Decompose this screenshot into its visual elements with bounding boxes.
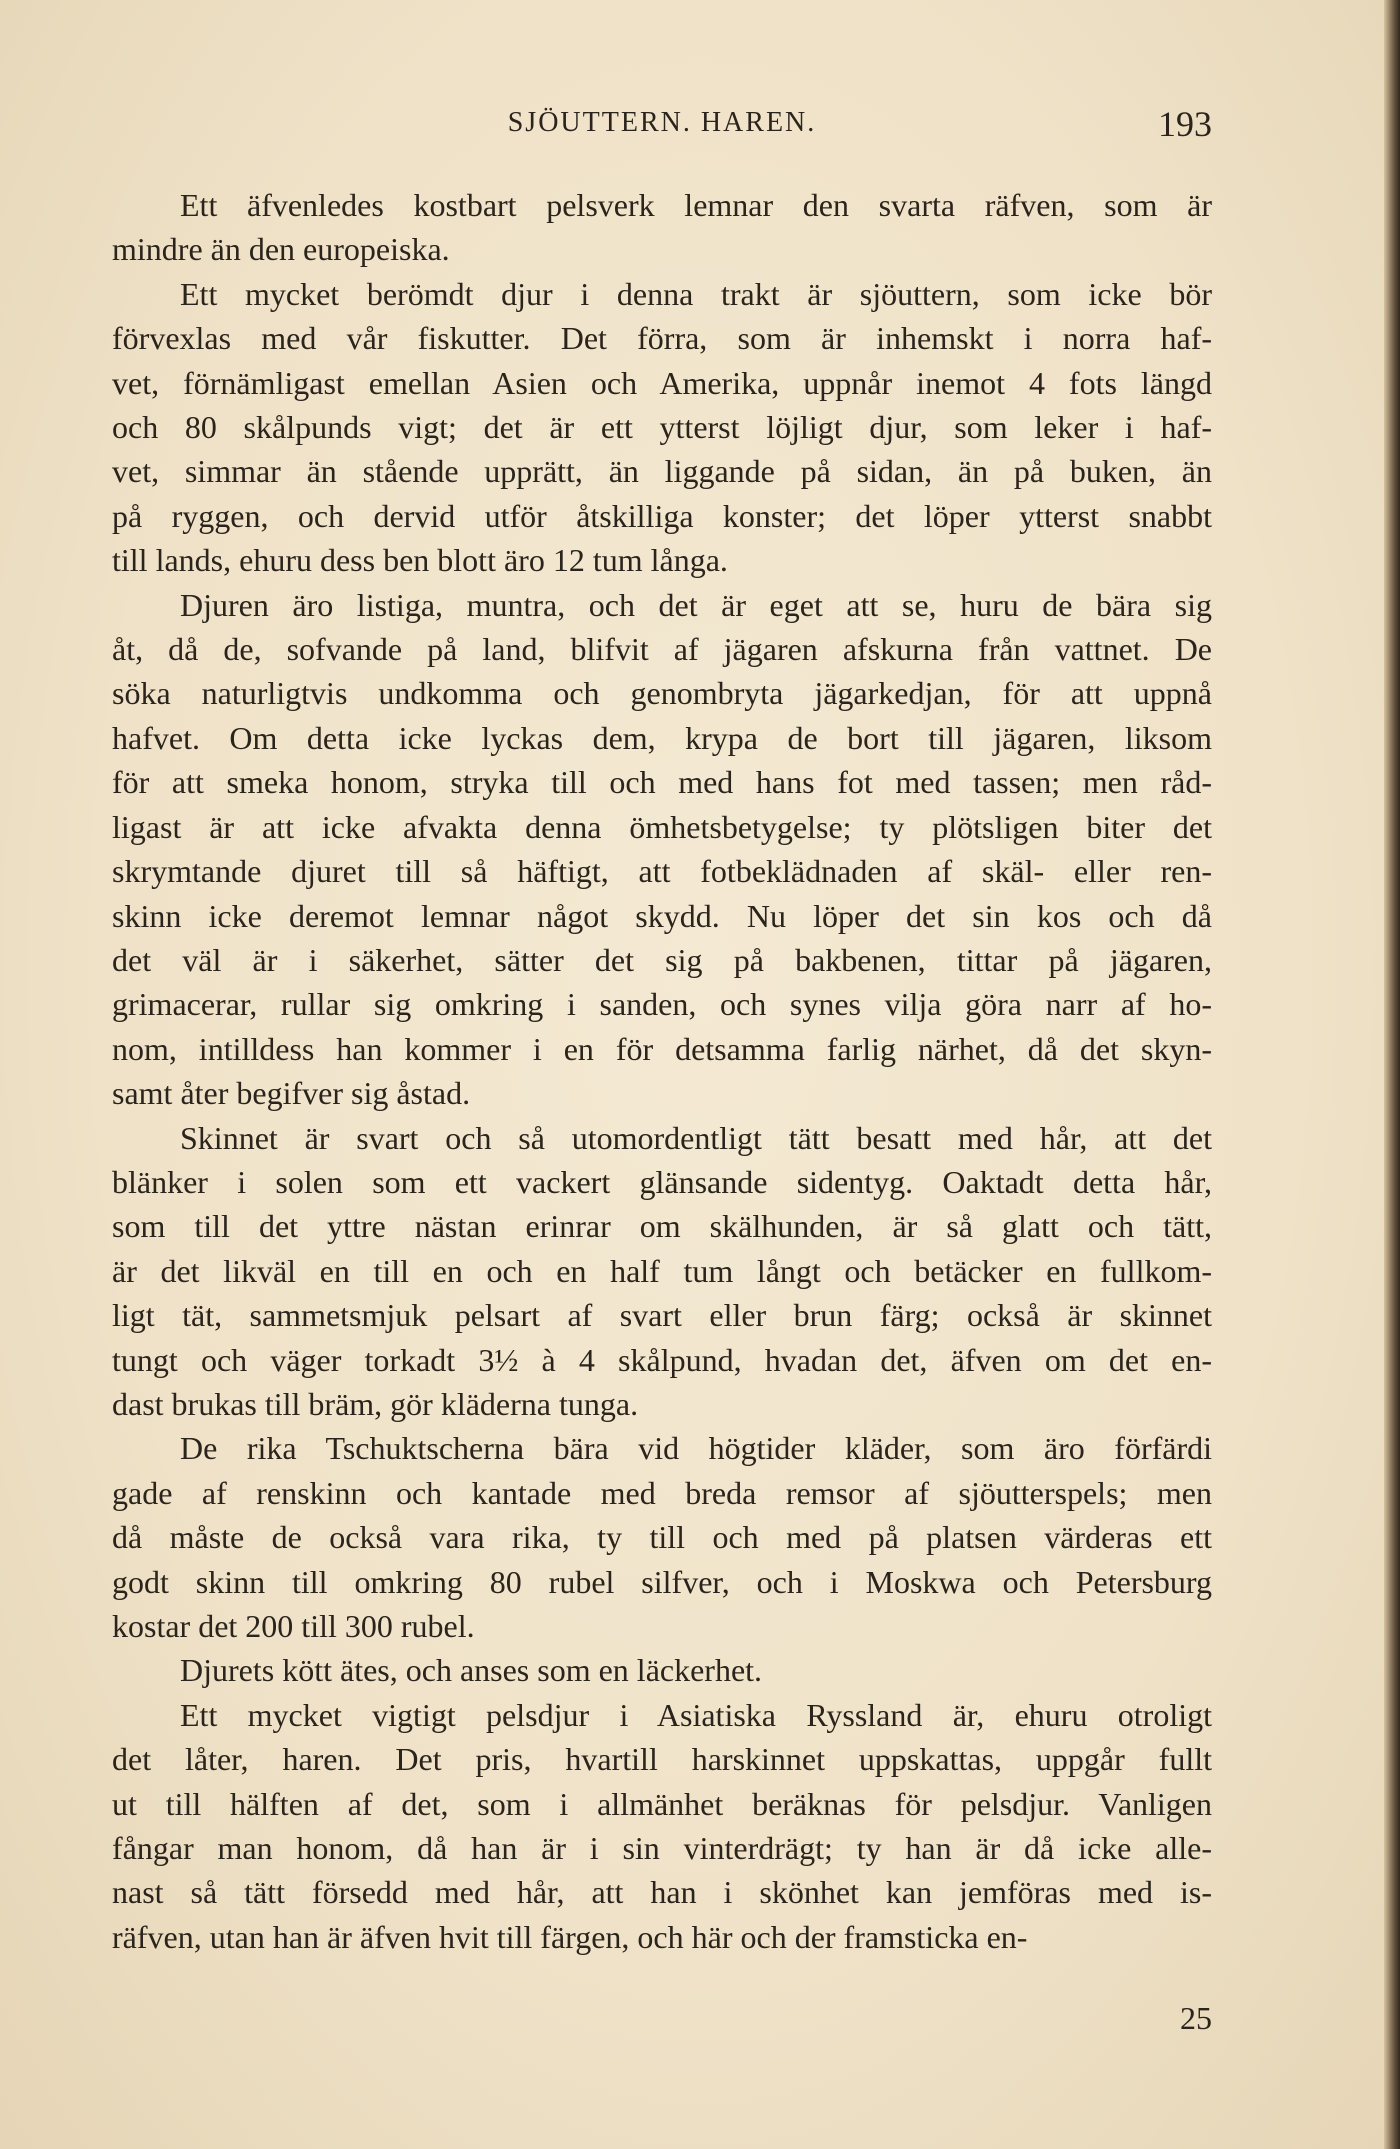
paragraph [112, 583, 1212, 1116]
text-line: söka naturligtvis undkomma och genombryta jägarkedjan, för att uppnå [112, 675, 1212, 712]
page-number: 193 [1158, 104, 1212, 144]
paragraph [112, 1426, 1212, 1648]
text-line: fångar man honom, då han är i sin vinterdrägt; ty han är då icke alle- [112, 1830, 1212, 1867]
text-line: mindre än den europeiska. [112, 231, 450, 268]
text-line: kostar det 200 till 300 rubel. [112, 1608, 475, 1644]
text-line: vet, förnämligast emellan Asien och Amerika, uppnår inemot 4 fots längd [112, 364, 1212, 401]
text-line: skrymtande djuret till så häftigt, att fotbeklädnaden af skäl- eller ren- [112, 853, 1212, 890]
text-line: som till det yttre nästan erinrar om skälhunden, är så glatt och tätt, [112, 1208, 1212, 1245]
text-line: ligast är att icke afvakta denna ömhetsbetygelse; ty plötsligen biter det [112, 808, 1212, 845]
paragraph [112, 1116, 1212, 1427]
text-line: då måste de också vara rika, ty till och med på platsen värderas ett [112, 1519, 1212, 1556]
text-line: nast så tätt försedd med hår, att han i skönhet kan jemföras med is- [112, 1874, 1212, 1911]
text-line: Djuren äro listiga, muntra, och det är eget att se, huru de bära sig [180, 586, 1212, 623]
text-line: De rika Tschuktscherna bära vid högtider kläder, som äro förfärdi [180, 1430, 1212, 1467]
text-line: till lands, ehuru dess ben blott äro 12 tum långa. [112, 542, 728, 579]
text-line: på ryggen, och dervid utför åtskilliga konster; det löper ytterst snabbt [112, 497, 1212, 534]
text-line: Ett mycket berömdt djur i denna trakt är sjöuttern, som icke bör [180, 275, 1212, 312]
text-line: Ett mycket vigtigt pelsdjur i Asiatiska Ryssland är, ehuru otroligt [180, 1696, 1212, 1733]
text-line: hafvet. Om detta icke lyckas dem, krypa de bort till jägaren, liksom [112, 719, 1212, 756]
text-line: förvexlas med vår fiskutter. Det förra, som är inhemskt i norra haf- [112, 320, 1212, 357]
printer-signature-mark: 25 [1180, 2000, 1212, 2036]
text-line: tungt och väger torkadt 3½ à 4 skålpund, hvadan det, äfven om det en- [112, 1341, 1212, 1378]
text-line: Skinnet är svart och så utomordentligt tätt besatt med hår, att det [180, 1119, 1212, 1156]
text-line: för att smeka honom, stryka till och med hans fot med tassen; men råd- [112, 764, 1212, 801]
text-line: Ett äfvenledes kostbart pelsverk lemnar den svarta räfven, som är [180, 187, 1212, 223]
page-header [112, 103, 1212, 147]
text-line: skinn icke deremot lemnar något skydd. Nu löper det sin kos och då [112, 897, 1212, 934]
text-line: godt skinn till omkring 80 rubel silfver, och i Moskwa och Petersburg [112, 1563, 1212, 1600]
body-text [112, 183, 1212, 1959]
page-edge-shadow [1384, 0, 1400, 2149]
paragraph [112, 1648, 1212, 1692]
paragraph [112, 183, 1212, 272]
text-line: och 80 skålpunds vigt; det är ett ytterst löjligt djur, som leker i haf- [112, 409, 1212, 446]
paragraph [112, 272, 1212, 583]
text-line: dast brukas till bräm, gör kläderna tunga. [112, 1385, 639, 1422]
running-title: SJÖUTTERN. HAREN. [507, 107, 817, 138]
paragraph [112, 1693, 1212, 1959]
text-line: räfven, utan han är äfven hvit till färgen, och här och der framsticka en- [112, 1918, 1028, 1955]
text-line: samt åter begifver sig åstad. [112, 1075, 471, 1112]
text-line: nom, intilldess han kommer i en för detsamma farlig närhet, då det skyn- [112, 1030, 1212, 1067]
text-line: Djurets kött ätes, och anses som en läckerhet. [180, 1652, 763, 1689]
text-line: vet, simmar än stående upprätt, än liggande på sidan, än på buken, än [112, 453, 1212, 490]
text-line: ut till hälften af det, som i allmänhet beräknas för pelsdjur. Vanligen [112, 1785, 1212, 1822]
text-line: gade af renskinn och kantade med breda remsor af sjöutterspels; men [112, 1474, 1212, 1511]
text-line: åt, då de, sofvande på land, blifvit af jägaren afskurna från vattnet. De [112, 631, 1212, 668]
text-line: det väl är i säkerhet, sätter det sig på bakbenen, tittar på jägaren, [112, 941, 1212, 978]
text-line: det låter, haren. Det pris, hvartill harskinnet uppskattas, uppgår fullt [112, 1741, 1212, 1778]
text-line: grimacerar, rullar sig omkring i sanden, och synes vilja göra narr af ho- [112, 986, 1212, 1023]
text-line: är det likväl en till en och en half tum långt och betäcker en fullkom- [112, 1252, 1212, 1289]
text-line: blänker i solen som ett vackert glänsande sidentyg. Oaktadt detta hår, [112, 1163, 1212, 1200]
text-line: ligt tät, sammetsmjuk pelsart af svart eller brun färg; också är skinnet [112, 1297, 1212, 1334]
